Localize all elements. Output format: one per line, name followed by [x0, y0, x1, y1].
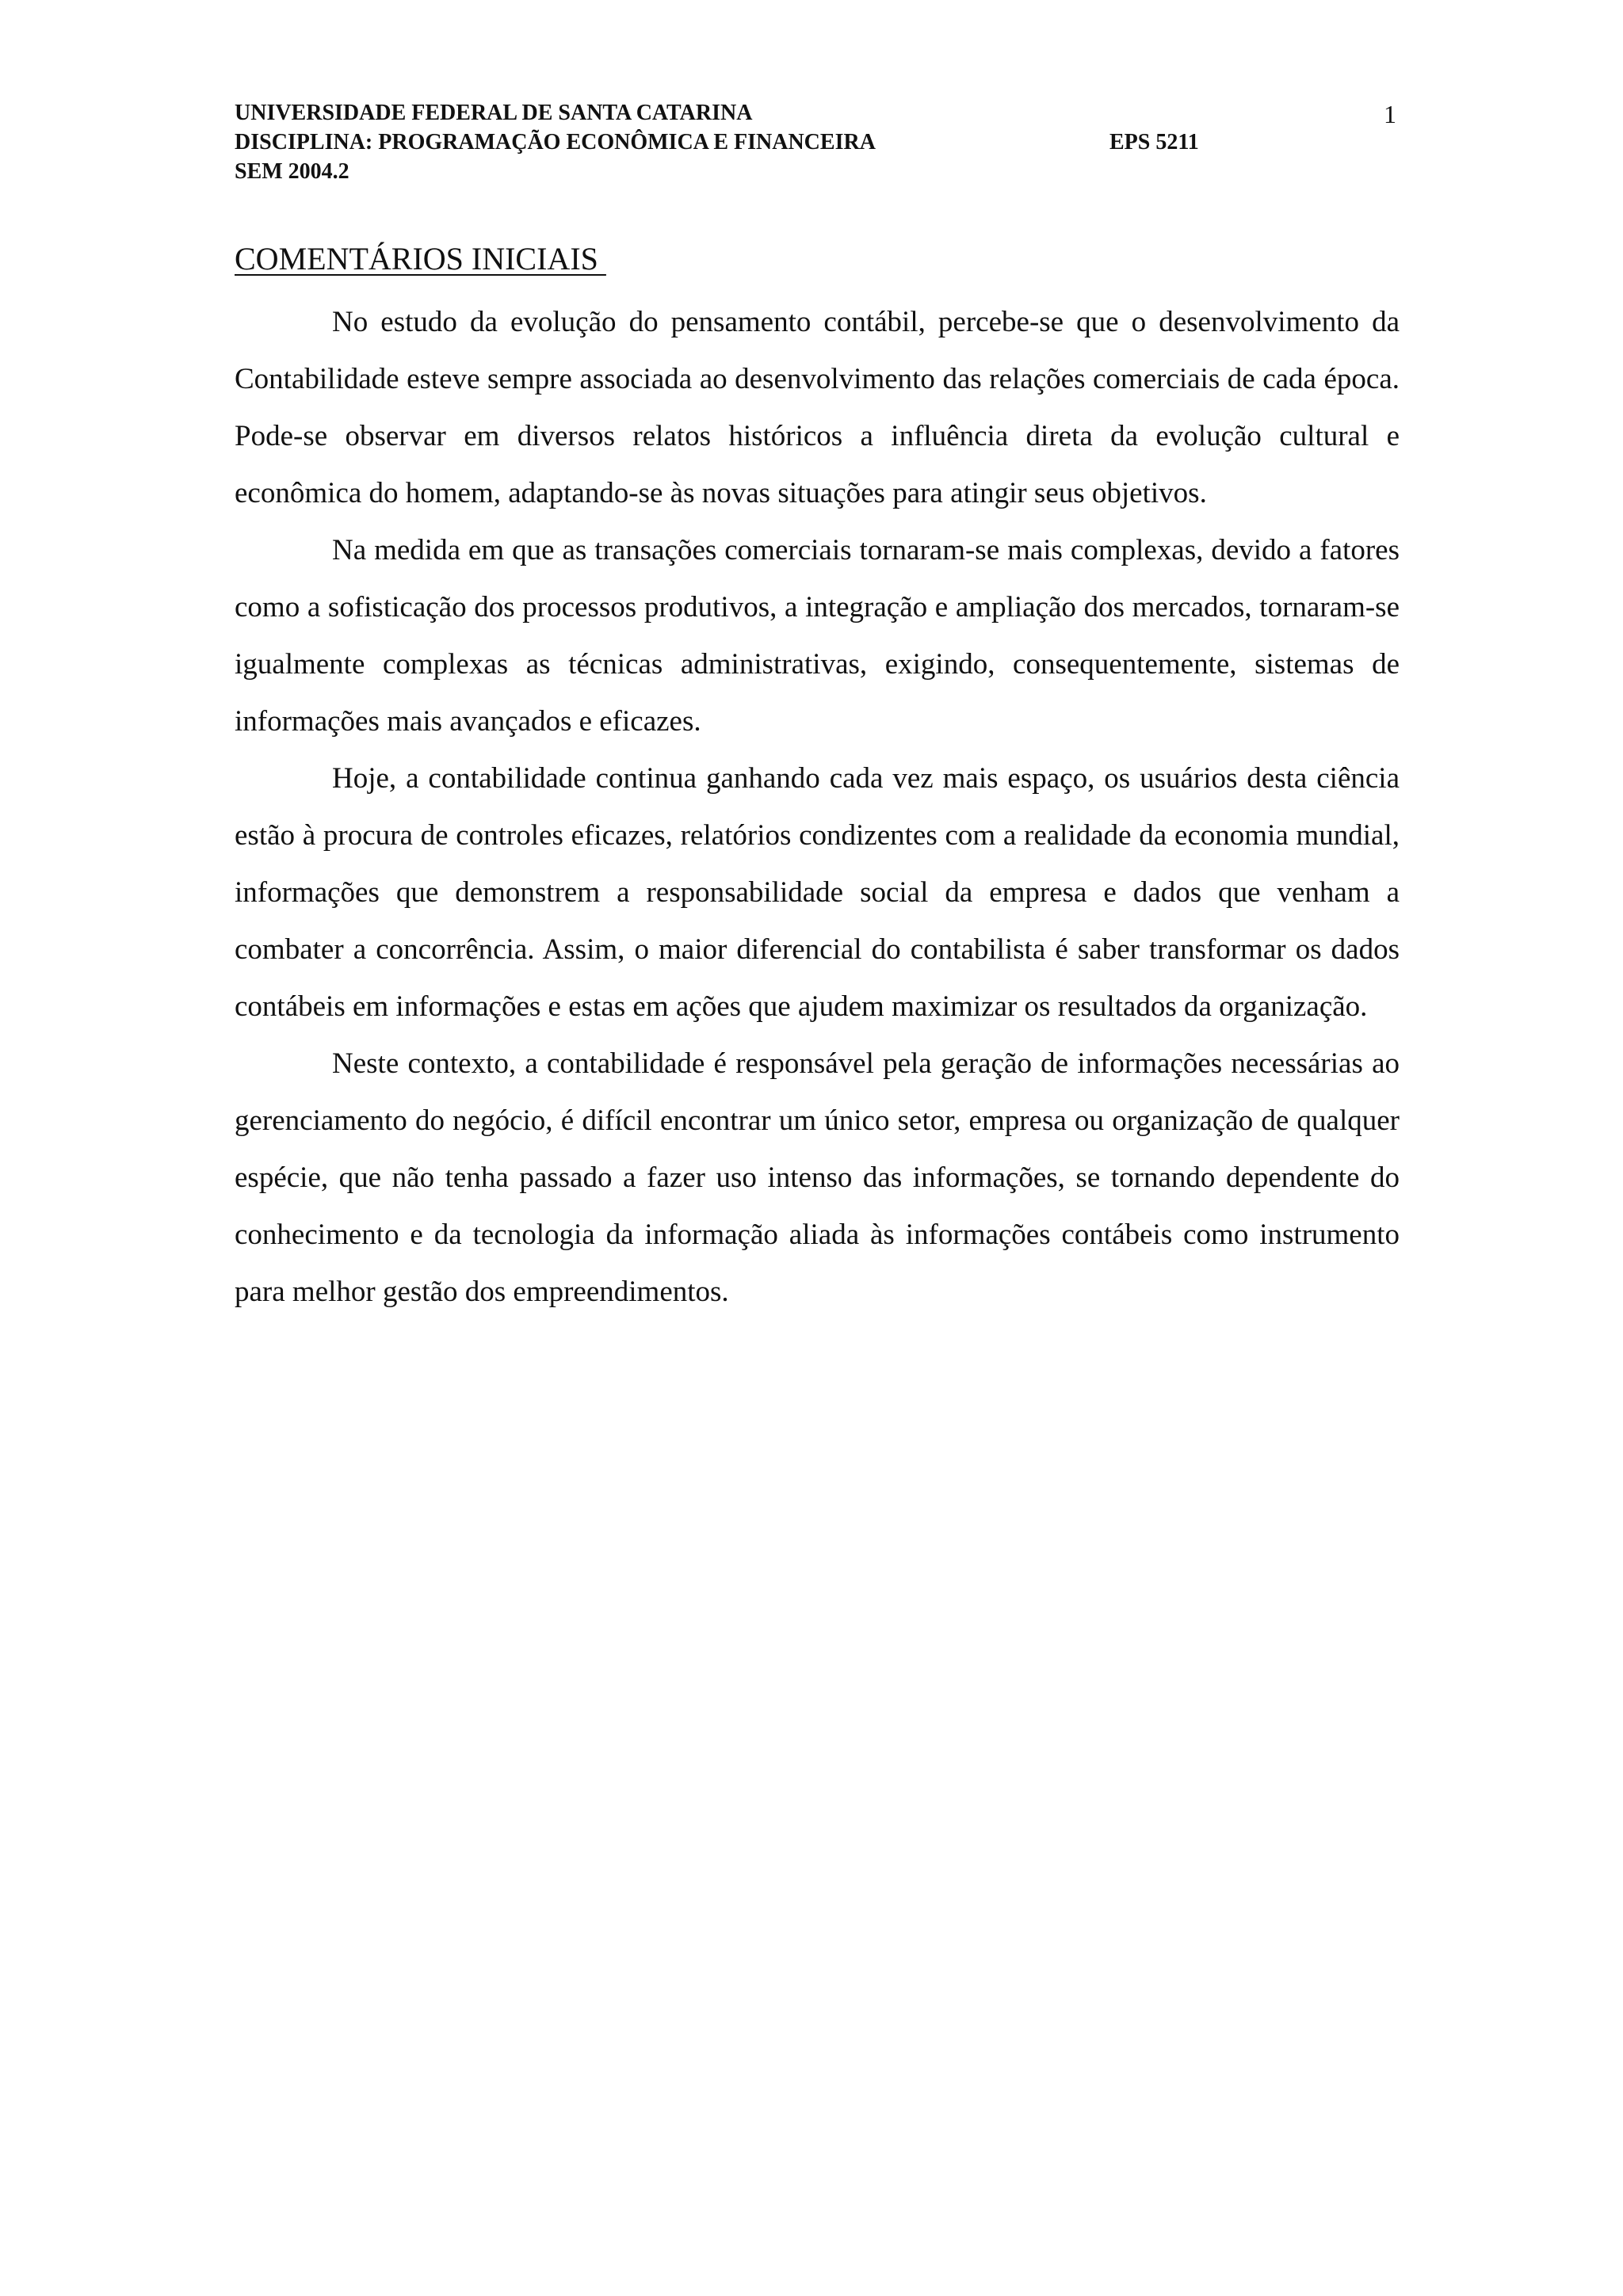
header-discipline: DISCIPLINA: PROGRAMAÇÃO ECONÔMICA E FINANCEIRA — [235, 130, 876, 154]
header-discipline-line — [235, 128, 1400, 157]
paragraph: No estudo da evolução do pensamento contábil, percebe-se que o desenvolvimento da Contabilidade esteve sempre associada ao desenvolvimento das relações comerciais de cada época. Pode-se observar em diversos relatos históricos a influência direta da evolução cultural e econômica do homem, adaptando-se às novas situações para atingir seus objetivos. — [235, 306, 1400, 509]
document-header — [235, 98, 1400, 186]
header-semester: SEM 2004.2 — [235, 159, 349, 184]
paragraph: Neste contexto, a contabilidade é responsável pela geração de informações necessárias ao gerenciamento do negócio, é difícil encontrar um único setor, empresa ou organização de qualquer espécie, que não tenha passado a fazer uso intenso das informações, se tornando dependente do conhecimento e da tecnologia da informação aliada às informações contábeis como instrumento para melhor gestão dos empreendimentos. — [235, 1047, 1400, 1308]
page-number: 1 — [1384, 100, 1396, 128]
paragraph: Na medida em que as transações comerciais tornaram-se mais complexas, devido a fatores como a sofisticação dos processos produtivos, a integração e ampliação dos mercados, tornaram-se igualmente complexas as técnicas administrativas, exigindo, consequentemente, sistemas de informações mais avançados e eficazes. — [235, 534, 1400, 738]
header-course-code: EPS 5211 — [1109, 130, 1199, 154]
header-institution-line — [235, 98, 1400, 128]
header-semester-line — [235, 157, 1400, 186]
section-title: COMENTÁRIOS INICIAIS — [235, 241, 606, 277]
body-text — [235, 294, 1400, 1321]
paragraph: Hoje, a contabilidade continua ganhando cada vez mais espaço, os usuários desta ciência estão à procura de controles eficazes, relatórios condizentes com a realidade da economia mundial, informações que demonstrem a responsabilidade social da empresa e dados que venham a combater a concorrência. Assim, o maior diferencial do contabilista é saber transformar os dados contábeis em informações e estas em ações que ajudem maximizar os resultados da organização. — [235, 762, 1400, 1023]
header-institution: UNIVERSIDADE FEDERAL DE SANTA CATARINA — [235, 101, 753, 125]
